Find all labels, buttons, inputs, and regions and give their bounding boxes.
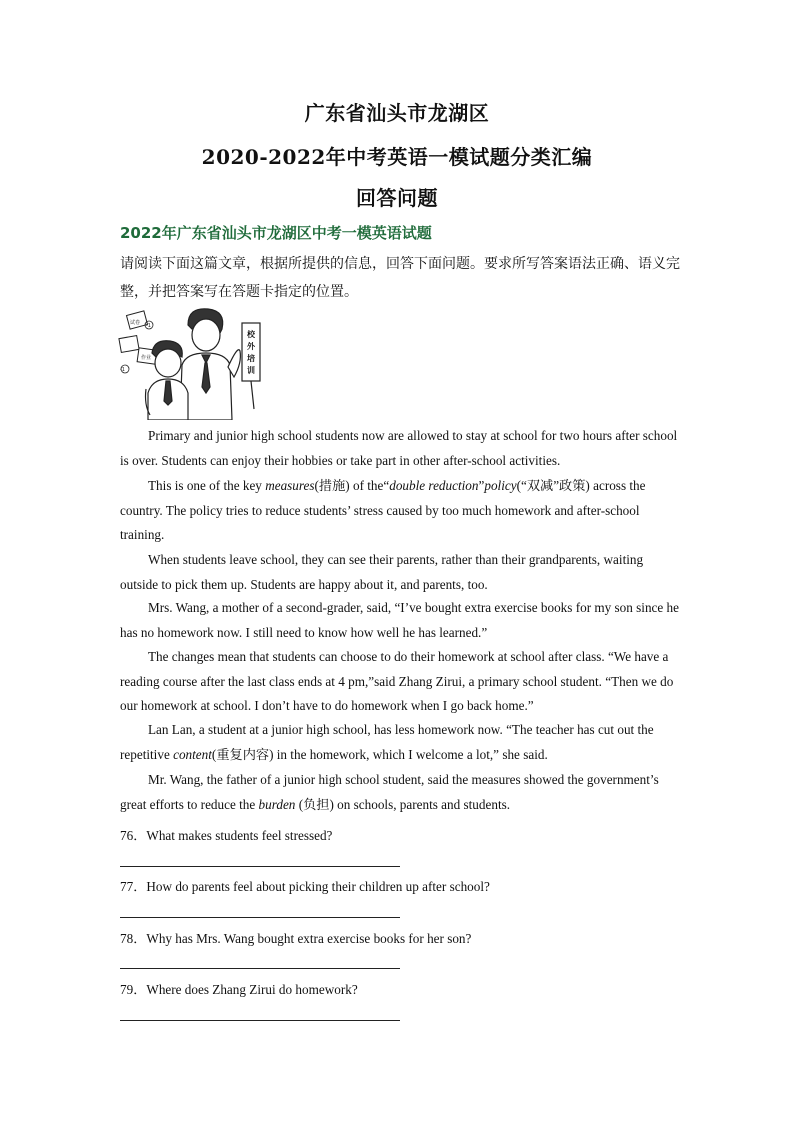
- text-run: (负担) on schools, parents and students.: [295, 796, 511, 812]
- text-run: (措施) of the“: [314, 478, 390, 493]
- teacher-figure: [180, 309, 240, 420]
- sign-char: 校: [247, 330, 255, 339]
- paper-label-a: 试卷: [130, 320, 141, 326]
- term-content: content: [173, 746, 212, 762]
- term-measures: measures: [265, 478, 315, 493]
- passage-paragraph-6: [120, 718, 680, 767]
- term-double-reduction: double reduction: [389, 478, 479, 493]
- sign-char: 外: [247, 342, 255, 351]
- text-run: Lan Lan, a student at a junior high school, has less homework now. “The teacher has cut out the repetitive: [120, 722, 654, 762]
- sign-char: 培: [247, 354, 255, 363]
- text-run: ”: [478, 478, 485, 493]
- passage-paragraph-1: Primary and junior high school students now are allowed to stay at school for two hours after school is over. Students can enjoy their hobbies or take part in other after-school activities.: [120, 428, 678, 468]
- minus-mark: -1: [120, 367, 125, 373]
- illustration: [116, 305, 268, 420]
- term-policy: policy: [484, 478, 517, 493]
- passage-paragraph-4: Mrs. Wang, a mother of a second-grader, said, “I’ve bought extra exercise books for my son since he has no homework now. I still need to know how well he has learned.”: [120, 600, 679, 640]
- answer-line-76[interactable]: [120, 866, 400, 867]
- passage-paragraph-3: When students leave school, they can see their parents, rather than their grandparents, waiting outside to pick them up. Students are happy about it, and parents, too.: [120, 552, 644, 592]
- paper-label-b: 作业: [141, 355, 152, 361]
- title-region: 广东省汕头市龙湖区: [304, 101, 490, 125]
- title-exam-collection: 2020-2022年中考英语一模试题分类汇编: [201, 145, 593, 169]
- paper-icon: [119, 311, 157, 364]
- passage-paragraph-2: [120, 474, 680, 548]
- passage-paragraph-5: The changes mean that students can choose to do their homework at school after class. “We have a reading course after the last class ends at 4 pm,”said Zhang Zirui, a primary school student. “Then we do our homework at school. I don’t have to do homework when I go back home.”: [120, 649, 674, 714]
- text-run: This is one of the key: [148, 478, 266, 493]
- term-burden: burden: [258, 796, 296, 812]
- passage-paragraph-7: [120, 768, 680, 817]
- question-77: 77．How do parents feel about picking their children up after school?: [120, 879, 490, 894]
- answer-line-77[interactable]: [120, 917, 400, 918]
- instructions: 请阅读下面这篇文章，根据所提供的信息，回答下面问题。要求所写答案语法正确、语义完整，并把答案写在答题卡指定的位置。: [120, 256, 680, 300]
- minus-mark: -1: [146, 323, 151, 329]
- answer-line-78[interactable]: [120, 968, 400, 969]
- sign-char: 训: [247, 366, 255, 375]
- answer-line-79[interactable]: [120, 1020, 400, 1021]
- text-run: (“双减”政策) across the country. The policy tries to reduce students’ stress caused by too much homework and after-school training.: [120, 478, 646, 543]
- question-79: 79．Where does Zhang Zirui do homework?: [120, 982, 358, 997]
- title-question-type: 回答问题: [356, 186, 438, 210]
- text-run: (重复内容) in the homework, which I welcome a lot,” she said.: [211, 746, 548, 762]
- question-76: 76．What makes students feel stressed?: [120, 828, 333, 843]
- question-78: 78．Why has Mrs. Wang bought extra exercise books for her son?: [120, 931, 472, 946]
- section-heading: 2022年广东省汕头市龙湖区中考一模英语试题: [120, 224, 432, 242]
- text-run: Mr. Wang, the father of a junior high school student, said the measures showed the government’s great efforts to reduce the: [120, 772, 659, 812]
